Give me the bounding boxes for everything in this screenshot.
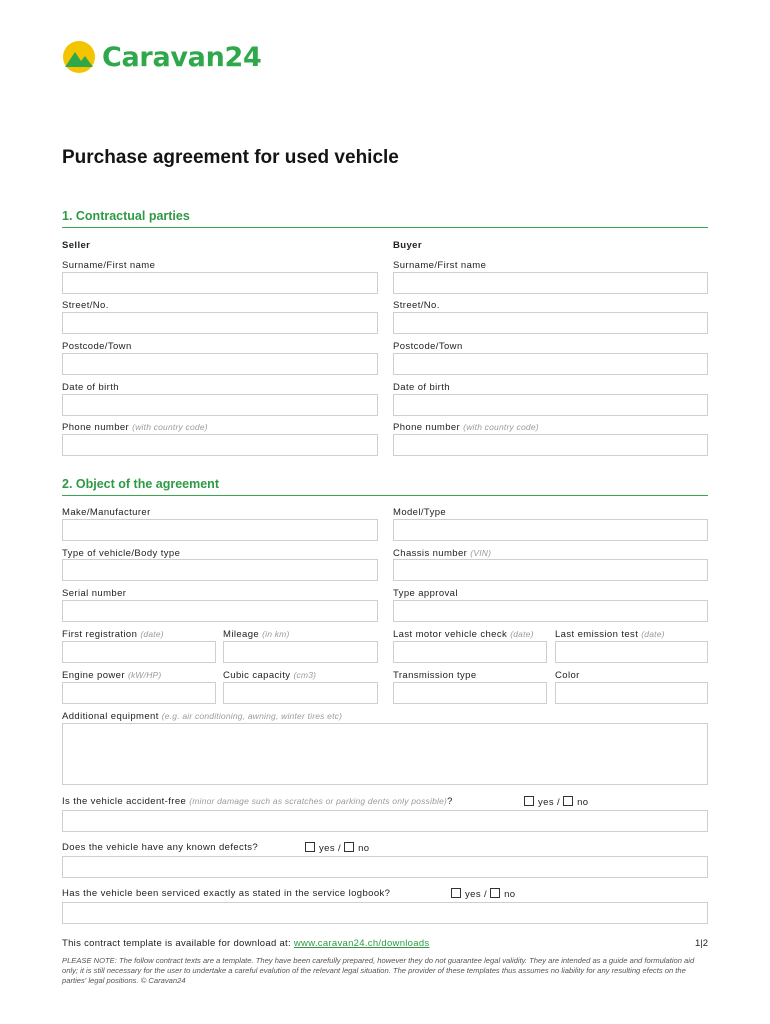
seller-phone-label bbox=[62, 422, 208, 433]
last-check-field[interactable] bbox=[393, 641, 547, 663]
first-reg-field[interactable] bbox=[62, 641, 216, 663]
additional-hint: (e.g. air conditioning, awning, winter tires etc) bbox=[161, 711, 343, 721]
page-number: 1|2 bbox=[694, 938, 708, 949]
last-check-hint: (date) bbox=[510, 629, 534, 639]
transmission-field[interactable] bbox=[393, 682, 547, 704]
defects-slash: / bbox=[338, 843, 342, 854]
brand-logo bbox=[62, 40, 262, 74]
accident-field[interactable] bbox=[62, 810, 708, 832]
serviced-no-checkbox[interactable] bbox=[490, 888, 500, 898]
buyer-surname-label: Surname/First name bbox=[393, 260, 487, 271]
seller-street-field[interactable] bbox=[62, 312, 378, 334]
model-field[interactable] bbox=[393, 519, 708, 541]
buyer-birth-field[interactable] bbox=[393, 394, 708, 416]
type-approval-label: Type approval bbox=[393, 588, 458, 599]
chassis-field[interactable] bbox=[393, 559, 708, 581]
first-reg-text: First registration bbox=[62, 629, 138, 640]
engine-power-text: Engine power bbox=[62, 670, 125, 681]
model-label: Model/Type bbox=[393, 507, 447, 518]
seller-postcode-label: Postcode/Town bbox=[62, 341, 132, 352]
cubic-field[interactable] bbox=[223, 682, 378, 704]
serviced-question: Has the vehicle been serviced exactly as stated in the service logbook? bbox=[62, 888, 391, 899]
defects-no-checkbox[interactable] bbox=[344, 842, 354, 852]
mileage-text: Mileage bbox=[223, 629, 260, 640]
mileage-label bbox=[223, 629, 290, 640]
download-text: This contract template is available for download at: bbox=[62, 938, 291, 949]
additional-text: Additional equipment bbox=[62, 711, 159, 722]
engine-power-hint: (kW/HP) bbox=[127, 670, 162, 680]
section-title: 2. Object of the agreement bbox=[62, 477, 708, 496]
defects-yes-checkbox[interactable] bbox=[305, 842, 315, 852]
accident-options bbox=[524, 796, 589, 808]
mileage-hint: (in km) bbox=[262, 629, 290, 639]
serial-label: Serial number bbox=[62, 588, 127, 599]
last-check-label bbox=[393, 629, 534, 640]
chassis-text: Chassis number bbox=[393, 548, 468, 559]
chassis-hint: (VIN) bbox=[470, 548, 492, 558]
seller-surname-field[interactable] bbox=[62, 272, 378, 294]
accident-text: Is the vehicle accident-free bbox=[62, 796, 187, 807]
engine-power-label bbox=[62, 670, 161, 681]
serial-field[interactable] bbox=[62, 600, 378, 622]
serviced-yes-label: yes bbox=[465, 889, 481, 900]
last-emission-hint: (date) bbox=[641, 629, 665, 639]
serviced-options bbox=[451, 888, 516, 900]
seller-birth-field[interactable] bbox=[62, 394, 378, 416]
make-field[interactable] bbox=[62, 519, 378, 541]
accident-question-mark: ? bbox=[447, 796, 453, 807]
buyer-postcode-field[interactable] bbox=[393, 353, 708, 375]
buyer-postcode-label: Postcode/Town bbox=[393, 341, 463, 352]
accident-yes-checkbox[interactable] bbox=[524, 796, 534, 806]
buyer-heading: Buyer bbox=[393, 240, 422, 251]
type-approval-field[interactable] bbox=[393, 600, 708, 622]
chassis-label bbox=[393, 548, 491, 559]
serviced-slash: / bbox=[484, 889, 488, 900]
last-emission-field[interactable] bbox=[555, 641, 708, 663]
accident-slash: / bbox=[557, 797, 561, 808]
serviced-no-label: no bbox=[504, 889, 516, 900]
accident-no-checkbox[interactable] bbox=[563, 796, 573, 806]
serviced-field[interactable] bbox=[62, 902, 708, 924]
defects-question: Does the vehicle have any known defects? bbox=[62, 842, 259, 853]
buyer-street-field[interactable] bbox=[393, 312, 708, 334]
legal-note: PLEASE NOTE: The follow contract texts are a template. They have been carefully prepared, however they do not guarantee legal validity. They are intended as a guide and formulation aid only; it is still necessary for the user to undertake a careful evalution of the relevant legal situation. The provider of these templates thus assumes no liability for any resulting efects on the parties' legal positions. © Caravan24 bbox=[62, 956, 695, 985]
cubic-hint: (cm3) bbox=[293, 670, 317, 680]
last-emission-label bbox=[555, 629, 665, 640]
seller-heading: Seller bbox=[62, 240, 91, 251]
seller-postcode-field[interactable] bbox=[62, 353, 378, 375]
brand-name: Caravan24 bbox=[102, 41, 262, 73]
engine-power-field[interactable] bbox=[62, 682, 216, 704]
seller-phone-hint: (with country code) bbox=[132, 422, 208, 432]
section-contractual-parties bbox=[62, 209, 708, 228]
defects-options bbox=[305, 842, 370, 854]
mileage-field[interactable] bbox=[223, 641, 378, 663]
download-link[interactable]: www.caravan24.ch/downloads bbox=[293, 938, 430, 949]
last-check-text: Last motor vehicle check bbox=[393, 629, 508, 640]
accident-yes-label: yes bbox=[538, 797, 554, 808]
seller-phone-field[interactable] bbox=[62, 434, 378, 456]
buyer-phone-field[interactable] bbox=[393, 434, 708, 456]
first-reg-label bbox=[62, 629, 164, 640]
vehicle-type-field[interactable] bbox=[62, 559, 378, 581]
accident-no-label: no bbox=[577, 797, 589, 808]
make-label: Make/Manufacturer bbox=[62, 507, 151, 518]
first-reg-hint: (date) bbox=[140, 629, 164, 639]
seller-phone-text: Phone number bbox=[62, 422, 130, 433]
section-object-of-agreement bbox=[62, 477, 708, 496]
buyer-phone-label bbox=[393, 422, 539, 433]
buyer-birth-label: Date of birth bbox=[393, 382, 450, 393]
additional-field[interactable] bbox=[62, 723, 708, 785]
buyer-phone-text: Phone number bbox=[393, 422, 461, 433]
accident-question bbox=[62, 796, 453, 807]
defects-field[interactable] bbox=[62, 856, 708, 878]
seller-surname-label: Surname/First name bbox=[62, 260, 156, 271]
defects-yes-label: yes bbox=[319, 843, 335, 854]
seller-birth-label: Date of birth bbox=[62, 382, 119, 393]
vehicle-type-label: Type of vehicle/Body type bbox=[62, 548, 181, 559]
seller-street-label: Street/No. bbox=[62, 300, 109, 311]
section-title: 1. Contractual parties bbox=[62, 209, 708, 228]
cubic-text: Cubic capacity bbox=[223, 670, 291, 681]
cubic-label bbox=[223, 670, 316, 681]
defects-no-label: no bbox=[358, 843, 370, 854]
buyer-street-label: Street/No. bbox=[393, 300, 440, 311]
transmission-label: Transmission type bbox=[393, 670, 477, 681]
buyer-phone-hint: (with country code) bbox=[463, 422, 539, 432]
download-line bbox=[62, 938, 708, 949]
last-emission-text: Last emission test bbox=[555, 629, 639, 640]
color-field[interactable] bbox=[555, 682, 708, 704]
accident-hint: (minor damage such as scratches or parking dents only possible) bbox=[189, 796, 448, 806]
buyer-surname-field[interactable] bbox=[393, 272, 708, 294]
serviced-yes-checkbox[interactable] bbox=[451, 888, 461, 898]
color-label: Color bbox=[555, 670, 580, 681]
mountain-logo-icon bbox=[62, 40, 96, 74]
additional-label bbox=[62, 711, 342, 722]
page-title: Purchase agreement for used vehicle bbox=[62, 147, 399, 168]
